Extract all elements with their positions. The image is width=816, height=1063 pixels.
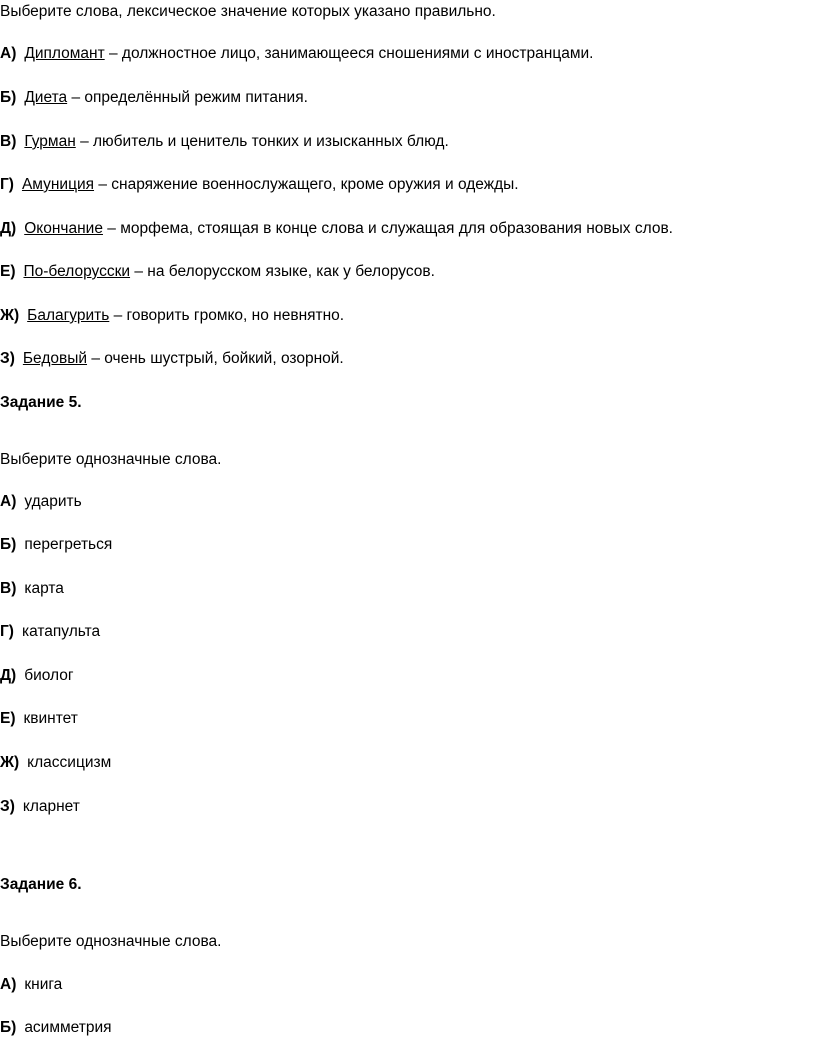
item-word: перегреться [24,536,113,553]
item-definition: – очень шустрый, бойкий, озорной. [91,350,344,367]
task4-item-z [0,349,344,369]
item-word: квинтет [23,710,78,727]
task6-instruction: Выберите однозначные слова. [0,933,222,950]
item-letter: Е) [0,263,16,280]
task4-item-g [0,175,519,195]
item-letter: Ж) [0,754,20,771]
task4-item-d [0,219,673,239]
item-word: ударить [24,493,82,510]
item-letter: Б) [0,536,17,553]
item-word: Гурман [24,133,76,150]
item-word: классицизм [27,754,112,771]
item-letter: В) [0,133,17,150]
task6-item-a [0,975,62,995]
item-definition: – должностное лицо, занимающееся сношениями с иностранцами. [109,45,594,62]
item-letter: Г) [0,176,14,193]
item-letter: З) [0,350,15,367]
item-word: Дипломант [24,45,105,62]
task5-instruction: Выберите однозначные слова. [0,451,222,468]
task5-item-g [0,622,100,642]
item-letter: Ж) [0,307,20,324]
item-letter: А) [0,45,17,62]
item-word: книга [24,976,63,993]
item-word: биолог [24,667,74,684]
task6-item-b [0,1018,112,1038]
task5-item-z [0,797,80,817]
item-word: Бедовый [22,350,88,367]
task6-heading: Задание 6. [0,876,82,893]
task5-item-d [0,666,74,686]
task5-item-e [0,709,78,729]
task4-instruction: Выберите слова, лексическое значение которых указано правильно. [0,3,496,20]
item-letter: Б) [0,1019,17,1036]
item-word: Окончание [24,220,103,237]
item-letter: Д) [0,220,17,237]
task5-item-zh [0,753,111,773]
item-word: Диета [24,89,68,106]
item-definition: – говорить громко, но невнятно. [113,307,345,324]
item-letter: А) [0,976,17,993]
item-letter: В) [0,580,17,597]
task5-item-b [0,535,112,555]
item-word: кларнет [22,798,80,815]
task4-item-e [0,262,435,282]
task5-item-a [0,492,82,512]
item-letter: Б) [0,89,17,106]
item-word: карта [24,580,64,597]
task4-item-zh [0,306,344,326]
task5-heading: Задание 5. [0,394,82,411]
item-definition: – любитель и ценитель тонких и изысканных блюд. [80,133,449,150]
item-word: По-белорусски [23,263,131,280]
item-letter: А) [0,493,17,510]
item-definition: – морфема, стоящая в конце слова и служащая для образования новых слов. [107,220,673,237]
item-letter: З) [0,798,15,815]
item-letter: Д) [0,667,17,684]
item-word: Амуниция [21,176,95,193]
item-letter: Г) [0,623,14,640]
item-definition: – определённый режим питания. [71,89,308,106]
item-definition: – снаряжение военнослужащего, кроме оружия и одежды. [98,176,519,193]
item-definition: – на белорусском языке, как у белорусов. [134,263,435,280]
item-letter: Е) [0,710,16,727]
item-word: катапульта [21,623,101,640]
item-word: Балагурить [27,307,110,324]
item-word: асимметрия [24,1019,112,1036]
task4-item-v [0,132,449,152]
task5-item-v [0,579,64,599]
task4-item-a [0,44,593,64]
task4-item-b [0,88,308,108]
